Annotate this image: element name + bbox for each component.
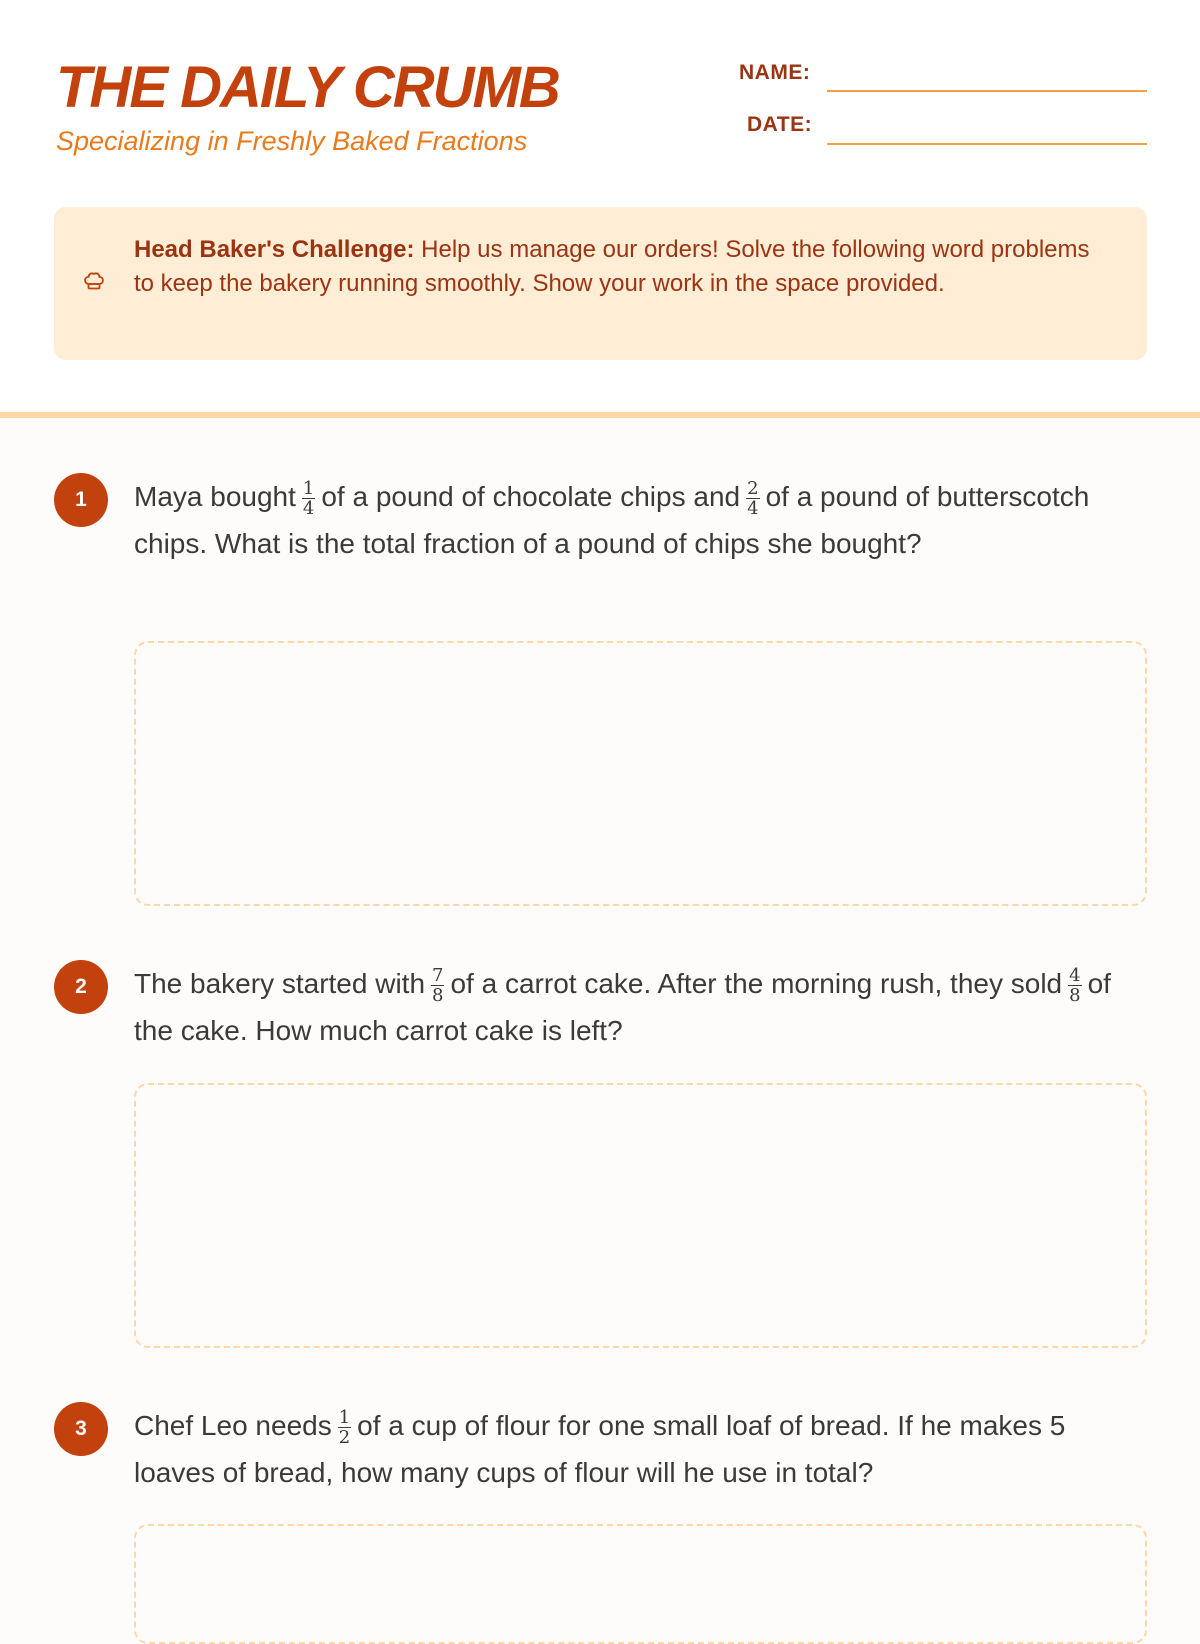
problem-text-part: of a pound of butterscotch chips. What is the total fraction of a pound of chips she bought? — [134, 481, 1090, 559]
fraction — [1068, 966, 1081, 1005]
denominator: 2 — [338, 1427, 351, 1449]
challenge-callout — [54, 207, 1147, 360]
problem-number-badge: 1 — [54, 473, 108, 527]
page-title: THE DAILY CRUMB — [56, 55, 559, 120]
fraction — [302, 479, 315, 518]
chef-hat-icon — [82, 269, 106, 298]
numerator: 1 — [338, 1407, 351, 1429]
challenge-text — [134, 233, 1109, 301]
numerator: 1 — [302, 478, 315, 500]
problem-text-part: Maya bought — [134, 481, 296, 512]
problem-number-badge: 2 — [54, 960, 108, 1014]
problem-text-part: of a carrot cake. After the morning rush, they sold — [450, 968, 1063, 999]
problem-text-part: The bakery started with — [134, 968, 426, 999]
denominator: 4 — [747, 498, 759, 520]
problem-text-part: of a cup of flour for one small loaf of bread. If he makes 5 loaves of bread, how many cups of flour will he use in total? — [134, 1410, 1066, 1488]
problem-text-part: of a pound of chocolate chips and — [321, 481, 741, 512]
name-field[interactable] — [827, 90, 1147, 92]
numerator: 4 — [1069, 965, 1081, 987]
name-label: NAME: — [739, 61, 811, 84]
worksheet-header — [0, 0, 1200, 418]
fraction — [338, 1408, 351, 1447]
challenge-heading: Head Baker's Challenge: — [134, 236, 415, 263]
work-space[interactable] — [134, 641, 1147, 906]
numerator: 7 — [432, 965, 444, 987]
date-label: DATE: — [747, 113, 813, 136]
work-space[interactable] — [134, 1524, 1147, 1644]
problem-text-part: Chef Leo needs — [134, 1410, 332, 1441]
fraction — [431, 966, 444, 1005]
challenge-body: Help us manage our orders! Solve the following word problems to keep the bakery running smoothly. Show your work in the space provided. — [134, 236, 1090, 297]
problem-text-part: of the cake. How much carrot cake is left? — [134, 968, 1111, 1046]
problem-text — [134, 1402, 1134, 1496]
problem-text — [134, 473, 1134, 567]
fraction — [746, 479, 759, 518]
denominator: 8 — [432, 985, 444, 1007]
problem-number-badge: 3 — [54, 1402, 108, 1456]
denominator: 8 — [1069, 985, 1081, 1007]
denominator: 4 — [302, 498, 315, 520]
numerator: 2 — [747, 478, 759, 500]
page-subtitle: Specializing in Freshly Baked Fractions — [56, 126, 528, 156]
work-space[interactable] — [134, 1083, 1147, 1348]
date-field[interactable] — [827, 143, 1147, 145]
problem-text — [134, 960, 1134, 1054]
